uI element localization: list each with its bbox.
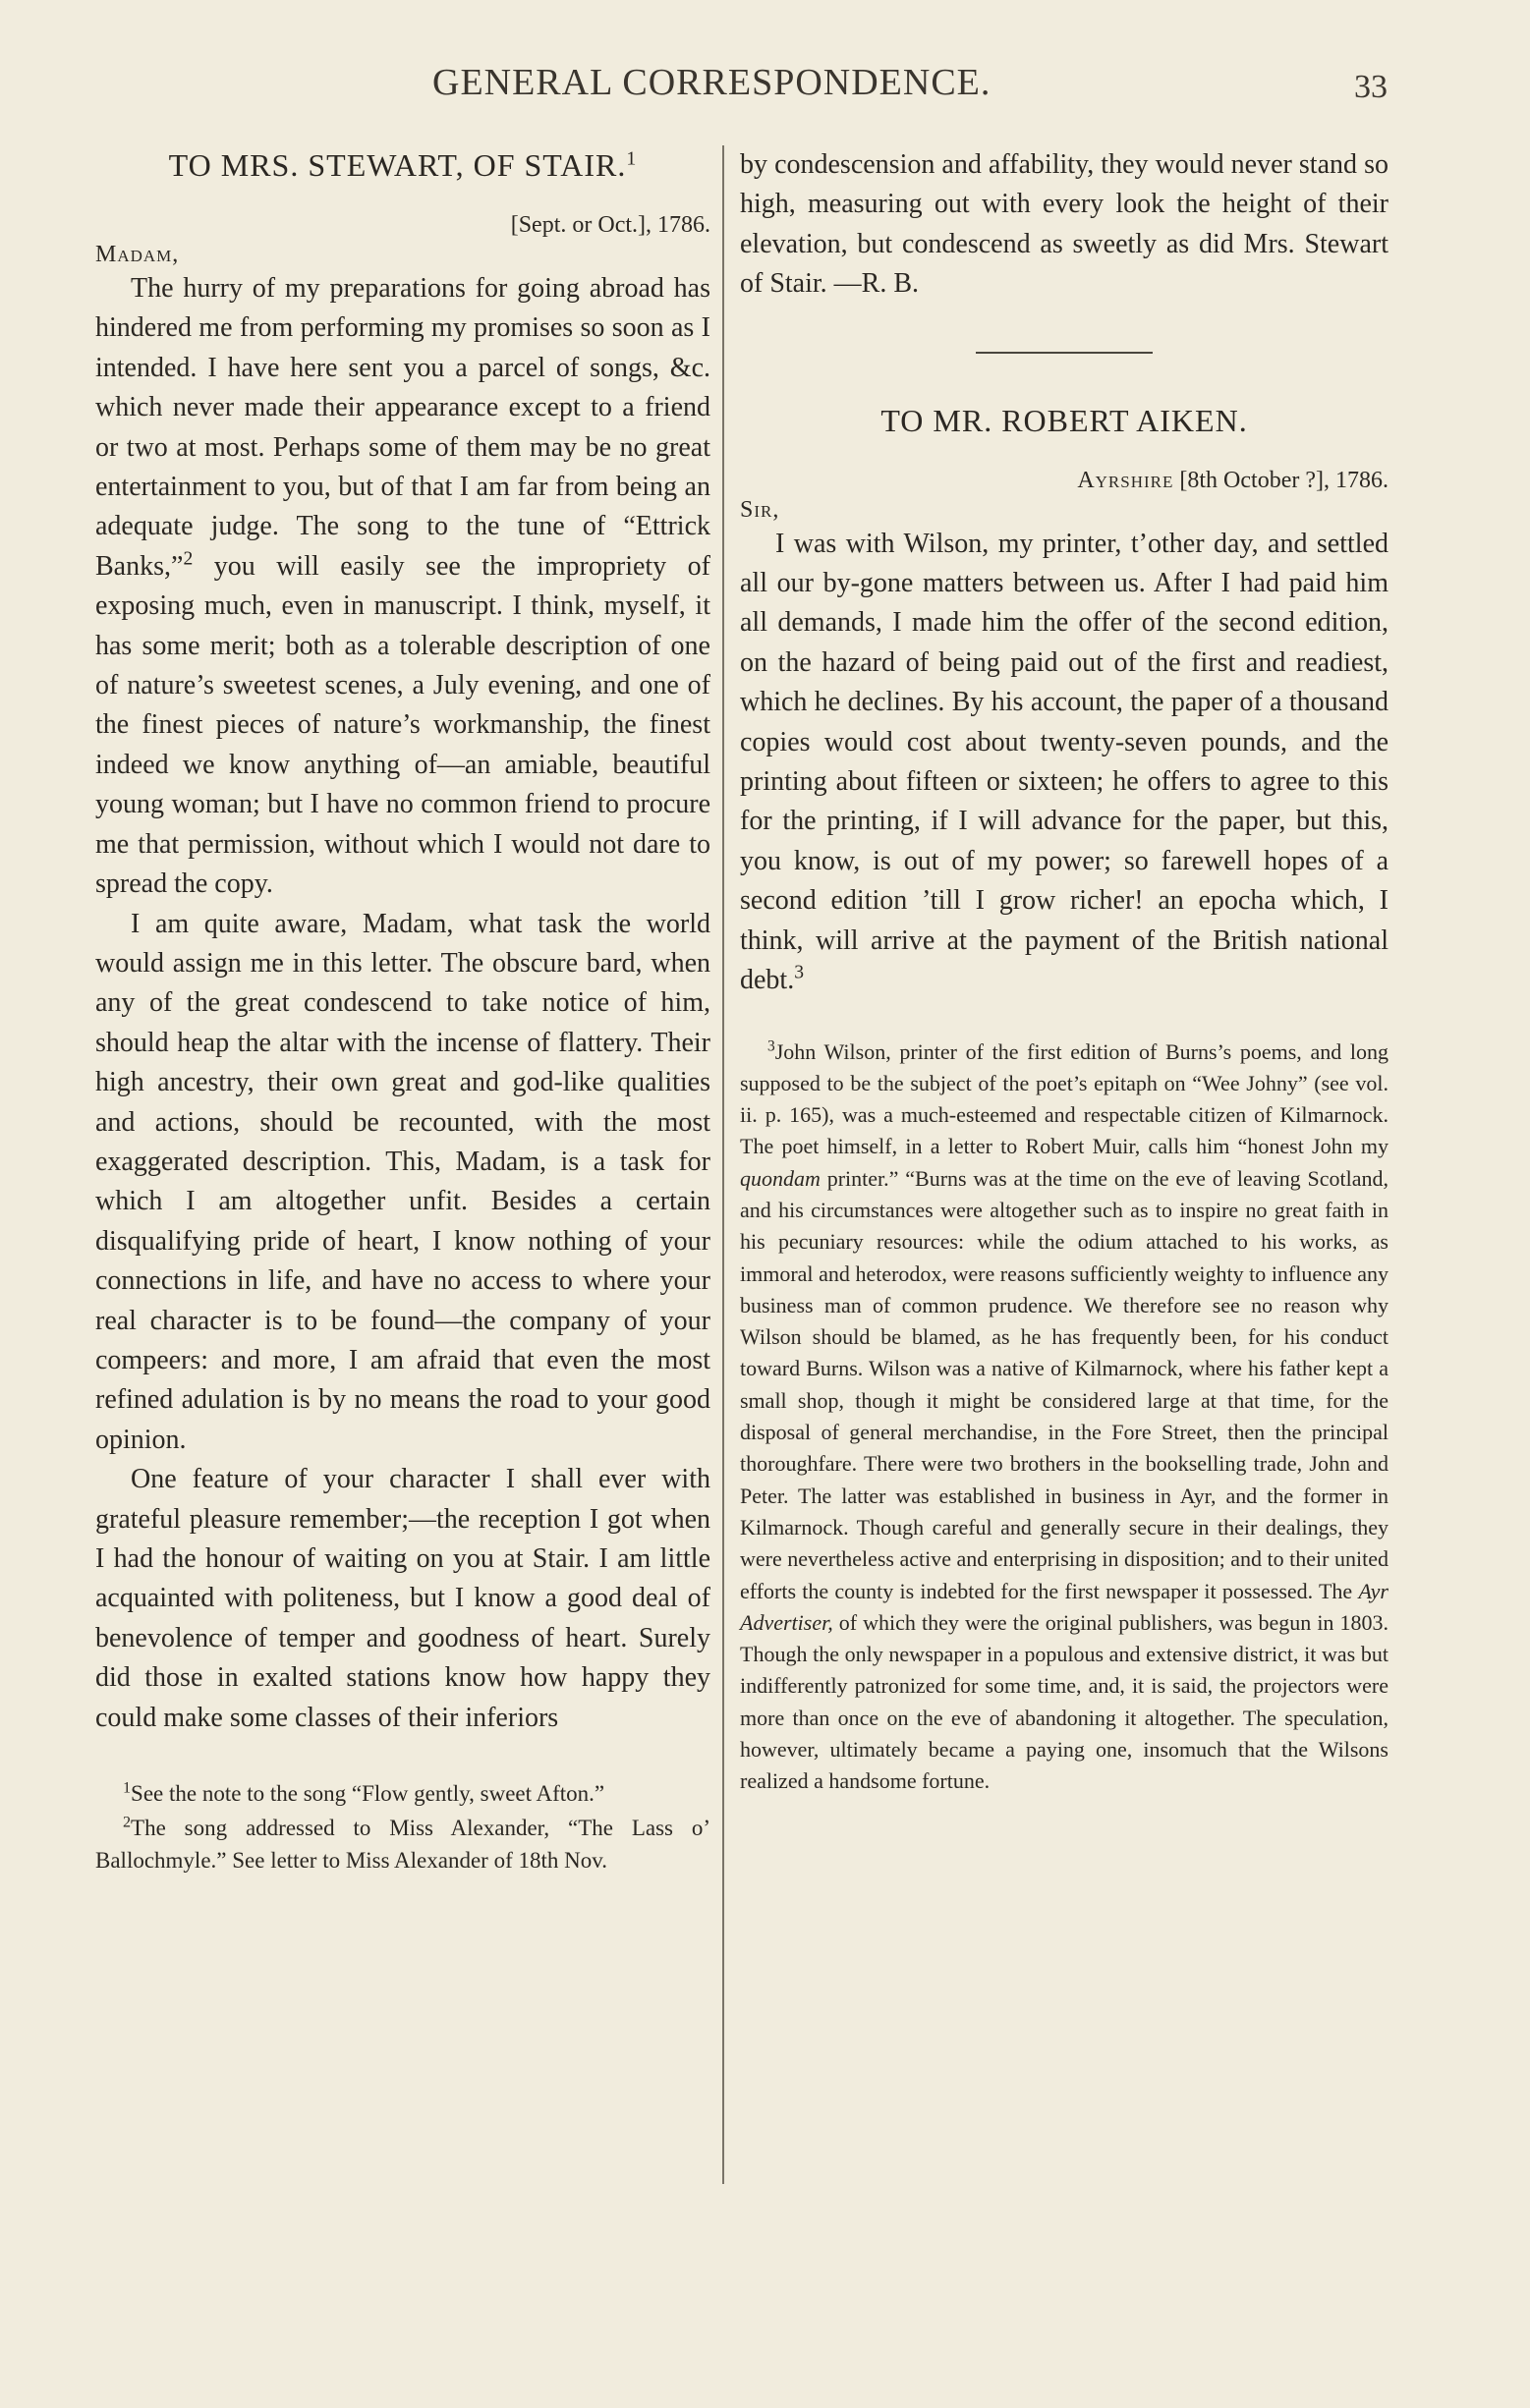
footnote-italic: Ayr Advertiser, [740,1578,1388,1635]
letter-title-aiken: TO MR. ROBERT AIKEN. [880,402,1248,438]
footnotes-right [740,1036,1388,1798]
salutation-text: Madam, [95,242,180,267]
paragraph: One feature of your character I shall ever with grateful pleasure remember;—the reception I got when I had the honour of waiting on you at Stair. I am little acquainted with politeness, but I know a good deal of benevolence of temper and goodness of heart. Surely did those in exalted stations know how happy they could make some classes of their inferiors [95,1464,710,1733]
footnote-number: 1 [123,1779,132,1797]
paragraph [740,525,1388,1001]
salutation [95,240,710,269]
paragraph-text: The hurry of my preparations for going abroad has hindered me from performing my promises so soon as I intended. I have here sent you a parcel of songs, &c. which never made their appearance except to a friend or two at most. Perhaps some of them may be no great entertainment to you, but of that I am far from being an adequate judge. The song to the tune of “Ettrick Banks,” [95,273,710,582]
paragraph-text: I was with Wilson, my printer, t’other day, and settled all our by-gone matters between us. After I had paid him all demands, I made him the offer of the second edition, on the hazard of being paid out of the first and readiest, which he declines. By his account, the paper of a thousand copies would cost about twenty-seven pounds, and the printing about fifteen or sixteen; he offers to agree to this for the printing, if I will advance for the paper, but this, you know, is out of my power; so farewell hopes of a second edition ’till I grow richer! an epocha which, I think, will arrive at the payment of the British national debt. [740,528,1388,996]
left-column [95,145,710,1878]
footnote-text: John Wilson, printer of the first edition of Burns’s poems, and long supposed to be the subject of the poet’s epitaph on “Wee Johny” (see vol. ii. p. 165), was a much-esteemed and respectable citizen of Kilmarnock. The poet himself, in a letter to Robert Muir, calls him “honest John my [740,1038,1388,1159]
footnote-text: printer.” “Burns was at the time on the eve of leaving Scotland, and his circumstances were altogether such as to inspire no great faith in his pecuniary resources: while the odium attached to his works, as immoral and heterodox, were reasons sufficiently weighty to influence any business man of common prudence. We therefore see no reason why Wilson should be blamed, as he has frequently been, for his conduct toward Burns. Wilson was a native of Kilmarnock, where his father kept a small shop, though it might be considered large at that time, for the disposal of general merchandise, in the Fore Street, then the principal thoroughfare. There were two brothers in the bookselling trade, John and Peter. The latter was established in business in Ayr, and the former in Kilmarnock. Though careful and generally secure in their dealings, they were nevertheless active and enterprising in disposition; and to their united efforts the county is indebted for the first newspaper it possessed. The [740,1165,1388,1603]
footnote-number: 2 [123,1814,132,1831]
letter-place: Ayrshire [1077,467,1174,493]
footnote-number: 3 [767,1037,775,1055]
salutation-text: Sir, [740,496,780,523]
footnote-marker: 1 [626,147,638,170]
footnote-marker: 3 [794,962,805,983]
footnote-marker: 2 [183,548,194,570]
letter-date [740,466,1388,495]
right-column [740,145,1388,1800]
running-title: GENERAL CORRESPONDENCE. [432,62,992,103]
footnote [95,1812,710,1876]
footnote-text: of which they were the original publishers, was begun in 1803. Though the only newspaper in a populous and extensive district, it was but indifferently patronized for some time, and, it is said, the projectors were more than once on the eve of abandoning it altogether. The speculation, however, ultimately became a paying one, insomuch that the Wilsons realized a handsome fortune. [740,1609,1388,1794]
footnotes-left [95,1777,710,1876]
letter-continuation: by condescension and affability, they would never stand so high, measuring out with every look the height of their elevation, but condescend as sweetly as did Mrs. Stewart of Stair. —R. B. [740,149,1388,300]
paragraph [95,269,710,905]
footnote-text: See the note to the song “Flow gently, sweet Afton.” [131,1781,605,1807]
paragraph-text: you will easily see the impropriety of exposing much, even in manuscript. I think, myself, it has some merit; both as a tolerable description of one of nature’s sweetest scenes, a July evening, and one of the finest pieces of nature’s workmanship, the finest indeed we know anything of—an amiable, beautiful young woman; but I have no common friend to procure me that permission, without which I would not dare to spread the copy. [95,550,710,900]
footnote [740,1036,1388,1798]
salutation [740,495,1388,525]
letter-date: [Sept. or Oct.], 1786. [510,212,710,238]
running-head [0,61,1530,110]
letter-title-text: TO MRS. STEWART, OF STAIR. [168,147,627,183]
footnote-italic: quondam [740,1165,821,1191]
page-number: 33 [1354,69,1388,105]
separator-rule [976,352,1153,354]
column-divider [722,145,724,2184]
footnote-text: The song addressed to Miss Alexander, “The Lass o’ Ballochmyle.” See letter to Miss Alexander of 18th Nov. [95,1816,710,1874]
footnote [95,1777,710,1810]
letter-title-stewart [95,145,710,185]
paragraph: I am quite aware, Madam, what task the world would assign me in this letter. The obscure bard, when any of the great condescend to take notice of him, should heap the altar with the incense of flattery. Their high ancestry, their own great and god-like qualities and actions, should be recounted, with the most exaggerated description. This, Madam, is a task for which I am altogether unfit. Besides a certain disqualifying pride of heart, I know nothing of your connections in life, and have no access to where your real character is to be found—the company of your compeers: and more, I am afraid that even the most refined adulation is by no means the road to your good opinion. [95,908,710,1455]
letter-date-text: [8th October ?], 1786. [1173,467,1388,493]
